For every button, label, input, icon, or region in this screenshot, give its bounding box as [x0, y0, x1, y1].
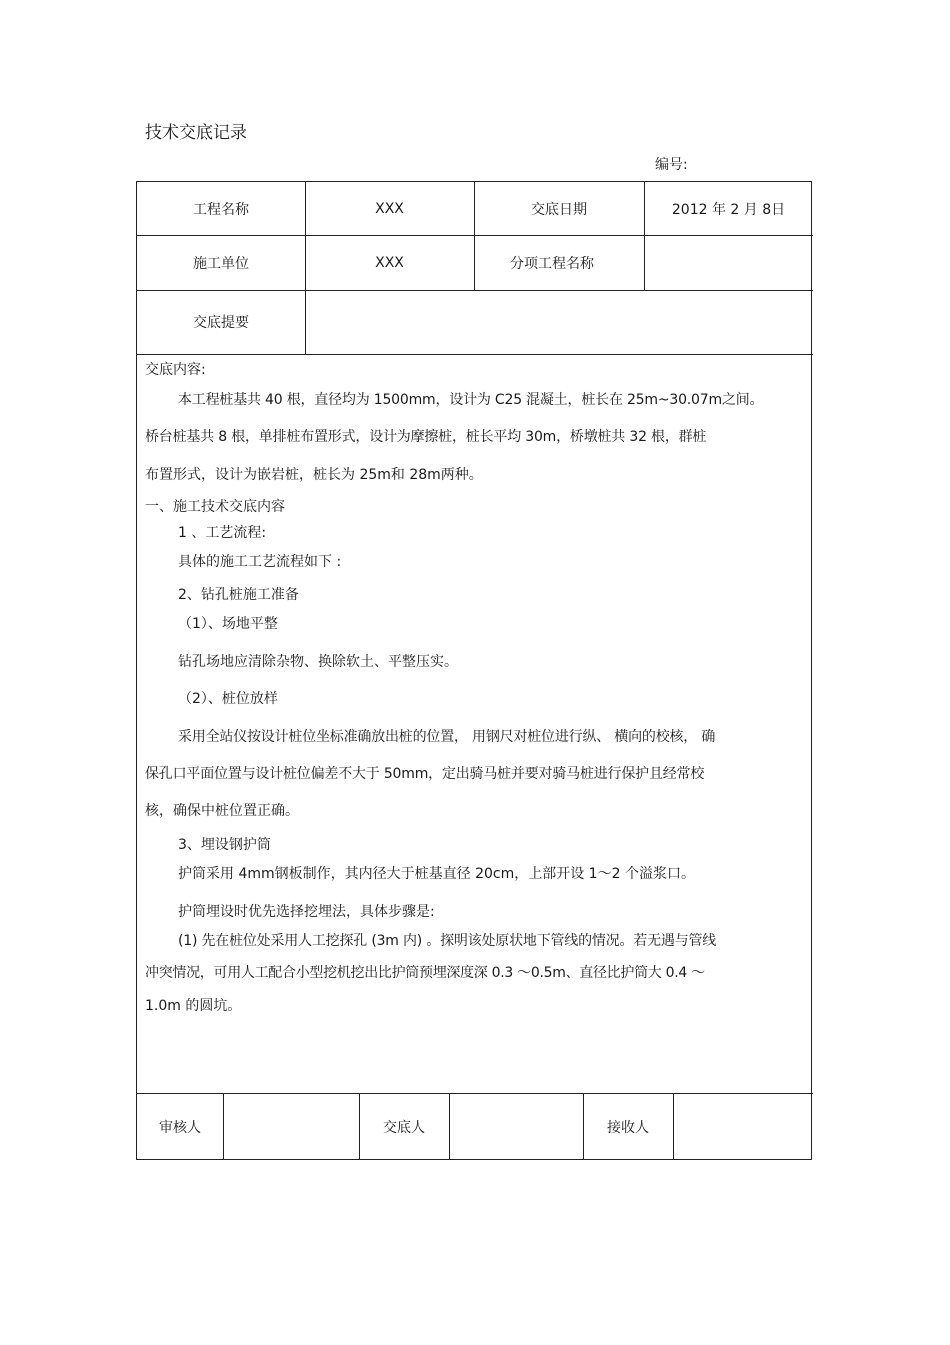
- sub-project-value: [644, 235, 813, 290]
- reviewer-label: 审核人: [159, 1119, 201, 1136]
- content-line: (1) 先在桩位处采用人工挖探孔 (3m 内) 。探明该处原状地下管线的情况。若无遇与管线: [178, 933, 717, 949]
- construction-unit-label: 施工单位: [193, 255, 249, 272]
- project-name-label: 工程名称: [193, 201, 249, 218]
- subsection-heading: （2）、桩位放样: [178, 691, 278, 707]
- content-line: 布置形式，设计为嵌岩桩，桩长为 25m和 28m两种。: [145, 467, 483, 483]
- construction-unit-value: XXX: [375, 254, 404, 271]
- content-line: 采用全站仪按设计桩位坐标准确放出桩的位置， 用钢尺对桩位进行纵、 横向的校核， 确: [178, 729, 716, 745]
- handover-date-value: 2012 年 2 月 8日: [671, 201, 786, 218]
- content-line: 冲突情况，可用人工配合小型挖机挖出比护筒预埋深度深 0.3 ～0.5m、直径比护筒大 0.4 ～: [145, 965, 705, 981]
- section-heading: 一、施工技术交底内容: [145, 499, 285, 515]
- content-line: 护筒采用 4mm钢板制作，其内径大于桩基直径 20cm，上部开设 1～2 个溢浆口。: [178, 866, 695, 882]
- subsection-heading: 3、埋设钢护筒: [178, 837, 271, 853]
- col-divider: [223, 1093, 224, 1160]
- content-line: 具体的施工工艺流程如下 :: [178, 554, 342, 570]
- col-divider: [449, 1093, 450, 1160]
- content-line: 核，确保中桩位置正确。: [145, 803, 299, 819]
- content-line: 本工程桩基共 40 根，直径均为 1500mm，设计为 C25 混凝土，桩长在 25m~30.07m之间。: [178, 392, 764, 408]
- row-divider: [137, 1093, 813, 1094]
- project-name-value: XXX: [375, 200, 404, 217]
- col-divider: [673, 1093, 674, 1160]
- row-divider: [137, 354, 813, 355]
- sub-project-label: 分项工程名称: [510, 255, 594, 272]
- summary-value: [305, 290, 813, 354]
- content-line: 护筒埋设时优先选择挖埋法，具体步骤是:: [178, 904, 435, 920]
- presenter-label: 交底人: [383, 1119, 425, 1136]
- content-heading: 交底内容:: [145, 362, 206, 378]
- subsection-heading: 1 、工艺流程:: [178, 525, 267, 541]
- content-line: 钻孔场地应清除杂物、换除软土、平整压实。: [178, 654, 458, 670]
- record-table: [136, 181, 812, 1160]
- content-line: 保孔口平面位置与设计桩位偏差不大于 50mm，定出骑马桩并要对骑马桩进行保护且经常校: [145, 766, 705, 782]
- content-line: 桥台桩基共 8 根，单排桩布置形式，设计为摩擦桩，桩长平均 30m，桥墩桩共 32 根，群桩: [145, 429, 707, 445]
- content-line: 1.0m 的圆坑。: [145, 998, 242, 1014]
- subsection-heading: （1）、场地平整: [178, 616, 278, 632]
- receiver-label: 接收人: [607, 1119, 649, 1136]
- subsection-heading: 2、钻孔桩施工准备: [178, 587, 299, 603]
- summary-label: 交底提要: [193, 315, 249, 331]
- handover-date-label: 交底日期: [531, 201, 587, 218]
- document-title: 技术交底记录: [145, 123, 247, 143]
- serial-number-label: 编号:: [655, 157, 688, 173]
